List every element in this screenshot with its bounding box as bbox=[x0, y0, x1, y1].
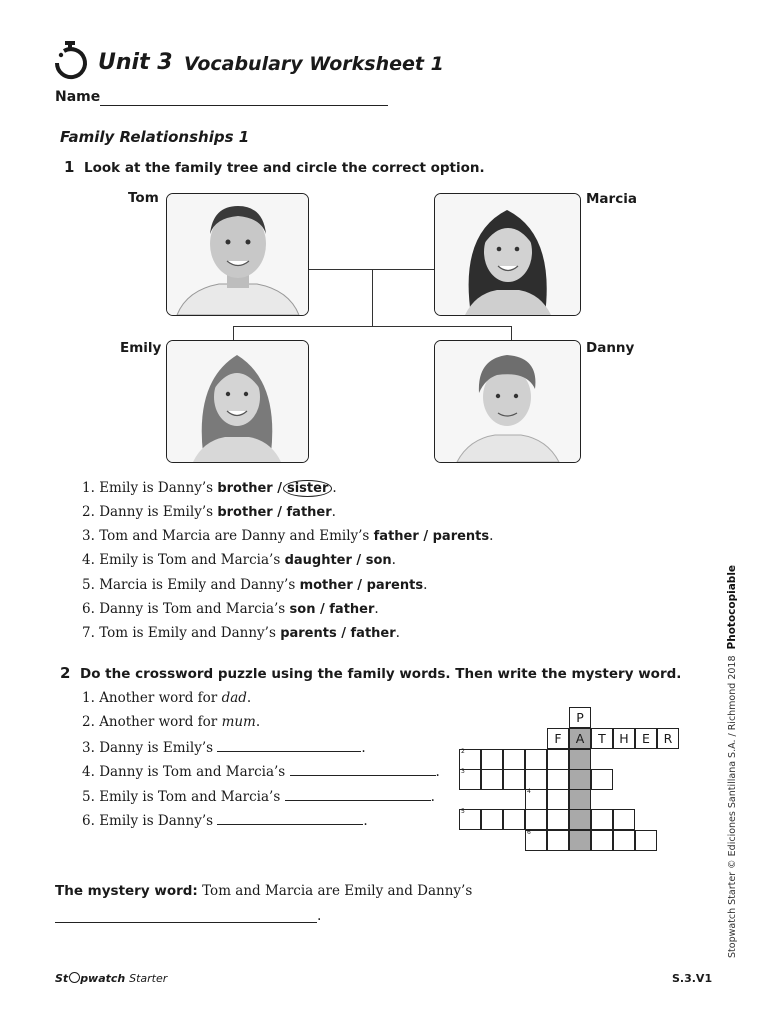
option-a[interactable]: son bbox=[289, 602, 316, 617]
answer-blank[interactable] bbox=[217, 739, 361, 752]
tree-line-danny bbox=[511, 326, 512, 341]
exercise1-number: 1 bbox=[64, 158, 75, 176]
photo-emily bbox=[166, 340, 309, 463]
tree-line-stem bbox=[372, 269, 373, 327]
crossword-cell[interactable] bbox=[635, 830, 657, 851]
question-item: 2. Danny is Emily’s brother / father. bbox=[82, 504, 336, 520]
mystery-word-sentence bbox=[55, 883, 472, 899]
option-b[interactable]: father bbox=[350, 626, 396, 641]
option-b[interactable]: son bbox=[365, 553, 392, 568]
crossword-cell[interactable] bbox=[481, 749, 503, 770]
crossword-cell[interactable]: H bbox=[613, 728, 635, 749]
crossword-cell-mystery[interactable] bbox=[569, 830, 591, 851]
option-b[interactable]: parents bbox=[366, 578, 424, 593]
tree-line-children bbox=[233, 326, 512, 327]
question-item: 4. Emily is Tom and Marcia’s daughter / son. bbox=[82, 552, 396, 568]
copyright-text: Stopwatch Starter © Ediciones Santillana S.A. / Richmond 2018 bbox=[727, 655, 738, 958]
crossword-cell[interactable] bbox=[613, 830, 635, 851]
crossword-cell[interactable] bbox=[591, 769, 613, 790]
name-tom: Tom bbox=[128, 190, 159, 206]
unit-title: Unit 3 bbox=[98, 50, 173, 75]
crossword-cell[interactable] bbox=[547, 749, 569, 770]
crossword-cell-mystery[interactable] bbox=[569, 809, 591, 830]
option-a[interactable]: brother bbox=[217, 505, 273, 520]
section-title: Family Relationships 1 bbox=[60, 128, 250, 146]
name-danny: Danny bbox=[586, 340, 635, 356]
crossword-cell-mystery[interactable] bbox=[569, 789, 591, 810]
question-item: 5. Marcia is Emily and Danny’s mother / parents. bbox=[82, 577, 428, 593]
crossword-cell[interactable] bbox=[525, 769, 547, 790]
exercise2-instruction-text: Do the crossword puzzle using the family words. Then write the mystery word. bbox=[80, 666, 682, 682]
option-b[interactable]: father bbox=[286, 505, 332, 520]
man-portrait-image bbox=[167, 194, 308, 315]
clue-item: 6. Emily is Danny’s . bbox=[82, 813, 368, 829]
crossword-cell-mystery[interactable]: A bbox=[569, 728, 591, 749]
name-marcia: Marcia bbox=[586, 191, 637, 207]
footer-stopwatch-icon bbox=[69, 972, 80, 983]
crossword-cell-mystery[interactable] bbox=[569, 769, 591, 790]
footer-brand-logo: St pwatch Starter bbox=[55, 972, 168, 985]
crossword-cell[interactable]: F bbox=[547, 728, 569, 749]
name-emily: Emily bbox=[120, 340, 162, 356]
option-b-circled[interactable]: sister bbox=[283, 480, 332, 497]
stopwatch-icon bbox=[52, 40, 92, 84]
option-b[interactable]: parents bbox=[432, 529, 490, 544]
name-label: Name bbox=[55, 89, 101, 105]
crossword-cell[interactable]: T bbox=[591, 728, 613, 749]
mystery-label: The mystery word: bbox=[55, 883, 198, 899]
crossword-cell[interactable] bbox=[525, 749, 547, 770]
mystery-answer-line[interactable] bbox=[55, 922, 317, 923]
girl-portrait-image bbox=[167, 341, 308, 462]
photo-tom bbox=[166, 193, 309, 316]
crossword-cell[interactable] bbox=[503, 769, 525, 790]
mystery-text: Tom and Marcia are Emily and Danny’s bbox=[197, 883, 473, 899]
question-item: 6. Danny is Tom and Marcia’s son / father. bbox=[82, 601, 379, 617]
option-a[interactable]: father bbox=[373, 529, 419, 544]
crossword-cell[interactable] bbox=[547, 769, 569, 790]
crossword-cell[interactable] bbox=[613, 809, 635, 830]
crossword-cell[interactable] bbox=[503, 749, 525, 770]
clue-item: 3. Danny is Emily’s . bbox=[82, 740, 366, 756]
stopwatch-logo bbox=[52, 40, 92, 84]
exercise2-number: 2 bbox=[60, 664, 71, 682]
option-b[interactable]: father bbox=[329, 602, 375, 617]
photocopiable-label: Photocopiable bbox=[726, 564, 738, 650]
crossword-cell[interactable]: 3 bbox=[459, 769, 481, 790]
crossword-cell[interactable]: P bbox=[569, 707, 591, 728]
crossword-cell[interactable] bbox=[547, 830, 569, 851]
crossword-cell[interactable] bbox=[503, 809, 525, 830]
crossword-cell[interactable]: E bbox=[635, 728, 657, 749]
answer-blank[interactable] bbox=[285, 788, 431, 801]
crossword-cell[interactable]: 6 bbox=[525, 830, 547, 851]
answer-blank[interactable] bbox=[217, 812, 363, 825]
photo-marcia bbox=[434, 193, 581, 316]
option-a[interactable]: mother bbox=[299, 578, 353, 593]
crossword-cell[interactable] bbox=[591, 830, 613, 851]
exercise2-instruction bbox=[60, 664, 681, 682]
crossword-cell[interactable] bbox=[481, 809, 503, 830]
clue-item: 4. Danny is Tom and Marcia’s . bbox=[82, 764, 440, 780]
question-item: 1. Emily is Danny’s brother / sister . bbox=[82, 480, 337, 496]
crossword-cell[interactable] bbox=[481, 769, 503, 790]
crossword-cell[interactable] bbox=[525, 809, 547, 830]
clue-item: 2. Another word for mum. bbox=[82, 714, 261, 730]
answer-blank[interactable] bbox=[290, 763, 436, 776]
crossword-cell[interactable] bbox=[547, 789, 569, 810]
crossword-cell[interactable]: R bbox=[657, 728, 679, 749]
tree-line-parents bbox=[307, 269, 434, 270]
copyright-note bbox=[726, 565, 738, 958]
boy-portrait-image bbox=[435, 341, 580, 462]
worksheet-title: Vocabulary Worksheet 1 bbox=[184, 53, 444, 75]
mystery-period: . bbox=[317, 908, 322, 924]
crossword-cell-mystery[interactable] bbox=[569, 749, 591, 770]
option-a[interactable]: brother bbox=[217, 481, 273, 496]
option-a[interactable]: parents bbox=[280, 626, 337, 641]
exercise1-instruction-text: Look at the family tree and circle the correct option. bbox=[84, 160, 485, 176]
crossword-cell[interactable]: 5 bbox=[459, 809, 481, 830]
exercise1-instruction bbox=[64, 158, 485, 176]
crossword-cell[interactable] bbox=[591, 809, 613, 830]
clue-item: 1. Another word for dad. bbox=[82, 690, 252, 706]
option-a[interactable]: daughter bbox=[284, 553, 352, 568]
woman-portrait-image bbox=[435, 194, 580, 315]
crossword-cell[interactable]: 2 bbox=[459, 749, 481, 770]
crossword-cell[interactable] bbox=[547, 809, 569, 830]
page-code: S.3.V1 bbox=[672, 972, 713, 985]
question-item: 7. Tom is Emily and Danny’s parents / father. bbox=[82, 625, 400, 641]
question-item: 3. Tom and Marcia are Danny and Emily’s father / parents. bbox=[82, 528, 494, 544]
clue-item: 5. Emily is Tom and Marcia’s . bbox=[82, 789, 435, 805]
name-input-line[interactable] bbox=[100, 105, 388, 106]
crossword-cell[interactable]: 4 bbox=[525, 789, 547, 810]
tree-line-emily bbox=[233, 326, 234, 341]
photo-danny bbox=[434, 340, 581, 463]
